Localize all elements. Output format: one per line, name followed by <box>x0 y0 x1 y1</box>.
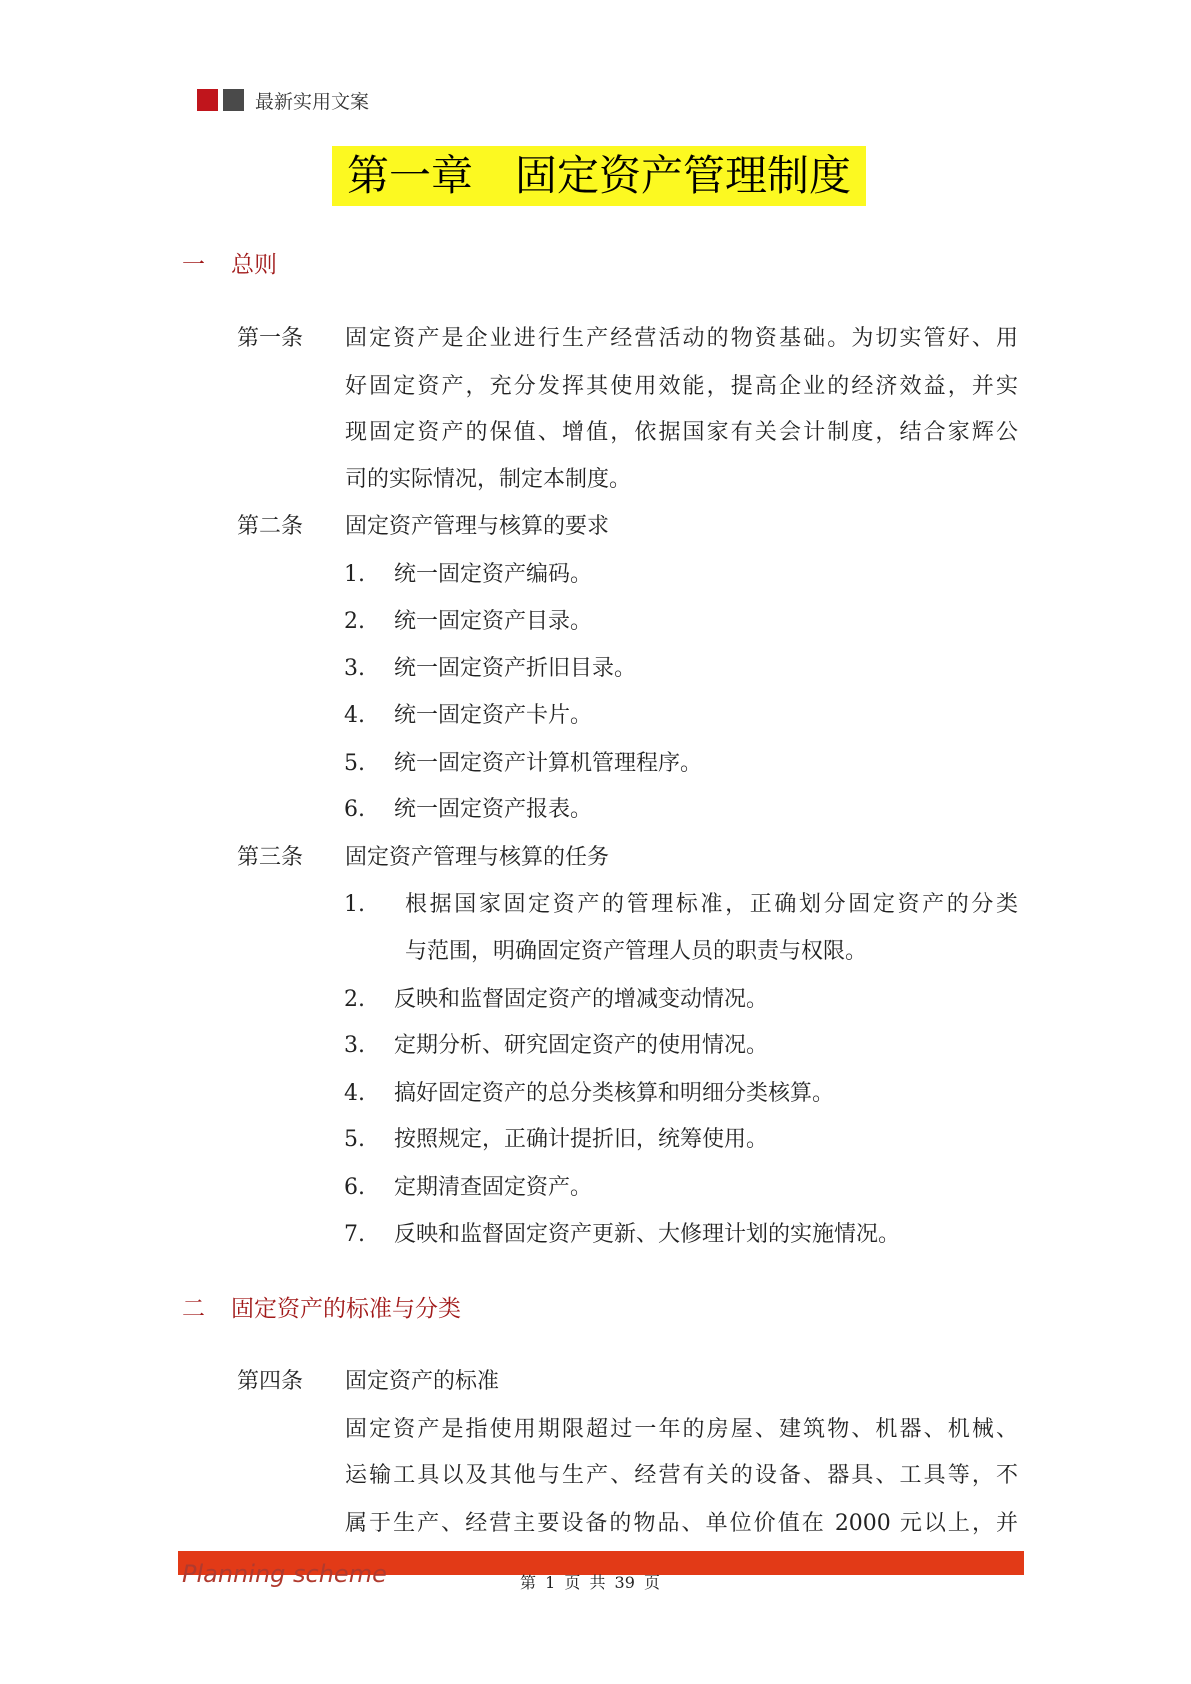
section-number: 二 <box>182 1296 205 1322</box>
article-line: 司的实际情况，制定本制度。 <box>345 467 632 492</box>
list-number: 2. <box>344 987 365 1012</box>
list-number: 5. <box>344 751 365 776</box>
list-item: 统一固定资产报表。 <box>394 797 593 822</box>
list-number: 4. <box>344 1081 365 1106</box>
article-text: 固定资产管理与核算的要求 <box>345 514 610 539</box>
list-item: 统一固定资产卡片。 <box>394 703 593 728</box>
section-title: 固定资产的标准与分类 <box>231 1296 461 1322</box>
list-number: 1. <box>344 892 365 917</box>
section-number: 一 <box>182 252 205 278</box>
list-item: 定期清查固定资产。 <box>394 1175 593 1200</box>
list-item: 反映和监督固定资产更新、大修理计划的实施情况。 <box>394 1222 901 1247</box>
chapter-title: 第一章 固定资产管理制度 <box>332 146 866 206</box>
list-number: 3. <box>344 656 365 681</box>
article-line: 属于生产、经营主要设备的物品、单位价值在 2000 元以上，并 <box>345 1511 1018 1536</box>
article-text: 固定资产的标准 <box>345 1369 500 1394</box>
list-item: 统一固定资产折旧目录。 <box>394 656 637 681</box>
page-number: 第 1 页 共 39 页 <box>520 1573 660 1592</box>
list-item: 搞好固定资产的总分类核算和明细分类核算。 <box>394 1081 835 1106</box>
section-title: 总则 <box>231 252 277 278</box>
list-number: 6. <box>344 1175 365 1200</box>
article-line: 运输工具以及其他与生产、经营有关的设备、器具、工具等，不 <box>345 1463 1018 1488</box>
list-number: 1. <box>344 562 365 587</box>
list-item: 反映和监督固定资产的增减变动情况。 <box>394 987 769 1012</box>
header-red-square <box>197 89 218 111</box>
list-item: 统一固定资产编码。 <box>394 562 593 587</box>
footer-signature: Planning scheme <box>182 1560 387 1588</box>
article-line: 好固定资产，充分发挥其使用效能，提高企业的经济效益，并实 <box>345 374 1018 399</box>
article-line: 现固定资产的保值、增值，依据国家有关会计制度，结合家辉公 <box>345 420 1018 445</box>
header-gray-square <box>223 89 244 111</box>
list-number: 3. <box>344 1033 365 1058</box>
article-text: 固定资产管理与核算的任务 <box>345 845 610 870</box>
list-number: 4. <box>344 703 365 728</box>
list-number: 7. <box>344 1222 365 1247</box>
article-label: 第二条 <box>237 514 304 539</box>
list-item: 根据国家固定资产的管理标准，正确划分固定资产的分类 <box>405 892 1018 917</box>
list-item: 统一固定资产目录。 <box>394 609 593 634</box>
article-line: 固定资产是指使用期限超过一年的房屋、建筑物、机器、机械、 <box>345 1417 1018 1442</box>
list-item: 定期分析、研究固定资产的使用情况。 <box>394 1033 769 1058</box>
article-label: 第四条 <box>237 1369 304 1394</box>
list-item: 按照规定，正确计提折旧，统筹使用。 <box>394 1127 769 1152</box>
list-item-continued: 与范围，明确固定资产管理人员的职责与权限。 <box>405 939 868 964</box>
list-number: 2. <box>344 609 365 634</box>
header-label: 最新实用文案 <box>255 91 370 113</box>
list-number: 5. <box>344 1127 365 1152</box>
article-line: 固定资产是企业进行生产经营活动的物资基础。为切实管好、用 <box>345 326 1018 351</box>
article-label: 第三条 <box>237 845 304 870</box>
list-number: 6. <box>344 797 365 822</box>
article-label: 第一条 <box>237 326 304 351</box>
list-item: 统一固定资产计算机管理程序。 <box>394 751 703 776</box>
